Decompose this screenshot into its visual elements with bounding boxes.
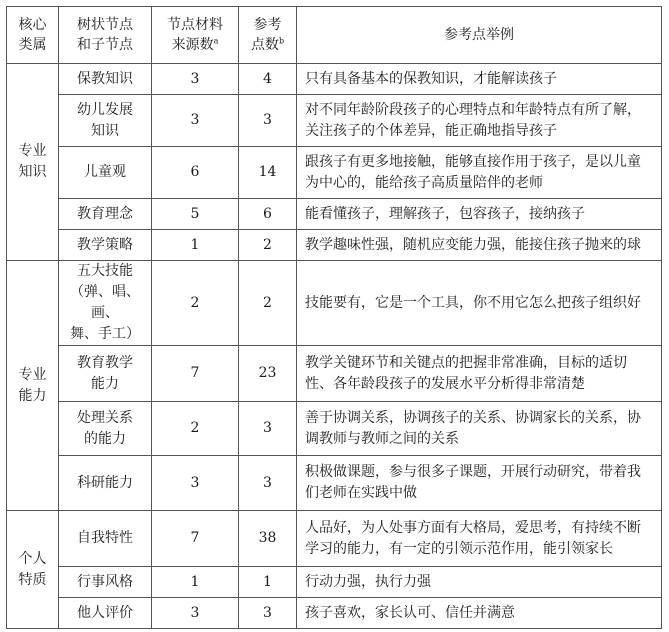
sources-cell: 7 — [152, 511, 239, 567]
refs-cell: 23 — [239, 346, 297, 402]
header-sources-footnote: a — [213, 36, 219, 46]
node-cell: 五大技能 （弹、唱、画、 舞、手工） — [59, 261, 152, 346]
table-row — [7, 511, 662, 567]
node-cell: 教育教学 能力 — [59, 346, 152, 402]
table-row — [7, 456, 662, 511]
refs-cell: 1 — [239, 567, 297, 598]
sources-cell: 1 — [152, 567, 239, 598]
header-refs-footnote: b — [278, 36, 285, 46]
header-sources-text: 节点材料 来源数 — [167, 17, 223, 53]
example-cell: 跟孩子有更多地接触，能够直接作用于孩子，是以儿童为中心的，能给孩子高质量陪伴的老师 — [297, 147, 662, 199]
refs-cell: 3 — [239, 95, 297, 147]
header-example: 参考点举例 — [297, 7, 662, 64]
sources-cell: 3 — [152, 95, 239, 147]
sources-cell: 6 — [152, 147, 239, 199]
category-cell: 专业 能力 — [7, 261, 59, 511]
example-cell: 教学关键环节和关键点的把握非常准确，目标的适切性、各年龄段孩子的发展水平分析得非常清楚 — [297, 346, 662, 402]
node-cell: 处理关系 的能力 — [59, 402, 152, 456]
sources-cell: 3 — [152, 598, 239, 629]
table-container — [6, 6, 662, 629]
example-cell: 积极做课题，参与很多子课题，开展行动研究，带着我们老师在实践中做 — [297, 456, 662, 511]
example-cell: 能看懂孩子，理解孩子，包容孩子，接纳孩子 — [297, 199, 662, 230]
node-cell: 教学策略 — [59, 230, 152, 261]
refs-cell: 38 — [239, 511, 297, 567]
header-row — [7, 7, 662, 64]
table-row — [7, 199, 662, 230]
table-row — [7, 147, 662, 199]
example-cell: 技能要有，它是一个工具，你不用它怎么把孩子组织好 — [297, 261, 662, 346]
table-row — [7, 230, 662, 261]
sources-cell: 3 — [152, 64, 239, 95]
example-cell: 善于协调关系，协调孩子的关系、协调家长的关系，协调教师与教师之间的关系 — [297, 402, 662, 456]
category-cell: 个人 特质 — [7, 511, 59, 629]
refs-cell: 2 — [239, 261, 297, 346]
table-row — [7, 567, 662, 598]
node-cell: 他人评价 — [59, 598, 152, 629]
sources-cell: 7 — [152, 346, 239, 402]
table-row — [7, 346, 662, 402]
header-category: 核心 类属 — [7, 7, 59, 64]
example-cell: 行动力强，执行力强 — [297, 567, 662, 598]
example-cell: 只有具备基本的保教知识，才能解读孩子 — [297, 64, 662, 95]
refs-cell: 3 — [239, 598, 297, 629]
table-row — [7, 598, 662, 629]
refs-cell: 14 — [239, 147, 297, 199]
example-cell: 教学趣味性强，随机应变能力强，能接住孩子抛来的球 — [297, 230, 662, 261]
header-sources — [152, 7, 239, 64]
table-row — [7, 402, 662, 456]
competency-table — [6, 6, 662, 629]
header-refs — [239, 7, 297, 64]
table-row — [7, 64, 662, 95]
example-cell: 人品好，为人处事方面有大格局，爱思考，有持续不断学习的能力，有一定的引领示范作用，能引领家长 — [297, 511, 662, 567]
refs-cell: 3 — [239, 456, 297, 511]
table-row — [7, 95, 662, 147]
refs-cell: 3 — [239, 402, 297, 456]
sources-cell: 2 — [152, 261, 239, 346]
sources-cell: 5 — [152, 199, 239, 230]
example-cell: 对不同年龄阶段孩子的心理特点和年龄特点有所了解，关注孩子的个体差异，能正确地指导孩子 — [297, 95, 662, 147]
refs-cell: 6 — [239, 199, 297, 230]
refs-cell: 2 — [239, 230, 297, 261]
table-row — [7, 261, 662, 346]
header-refs-text: 参考 点数 — [250, 17, 282, 53]
node-cell: 科研能力 — [59, 456, 152, 511]
sources-cell: 1 — [152, 230, 239, 261]
sources-cell: 3 — [152, 456, 239, 511]
sources-cell: 2 — [152, 402, 239, 456]
node-cell: 行事风格 — [59, 567, 152, 598]
node-cell: 教育理念 — [59, 199, 152, 230]
category-cell: 专业 知识 — [7, 64, 59, 261]
node-cell: 保教知识 — [59, 64, 152, 95]
header-node: 树状节点 和子节点 — [59, 7, 152, 64]
example-cell: 孩子喜欢，家长认可、信任并满意 — [297, 598, 662, 629]
refs-cell: 4 — [239, 64, 297, 95]
node-cell: 儿童观 — [59, 147, 152, 199]
node-cell: 幼儿发展 知识 — [59, 95, 152, 147]
node-cell: 自我特性 — [59, 511, 152, 567]
